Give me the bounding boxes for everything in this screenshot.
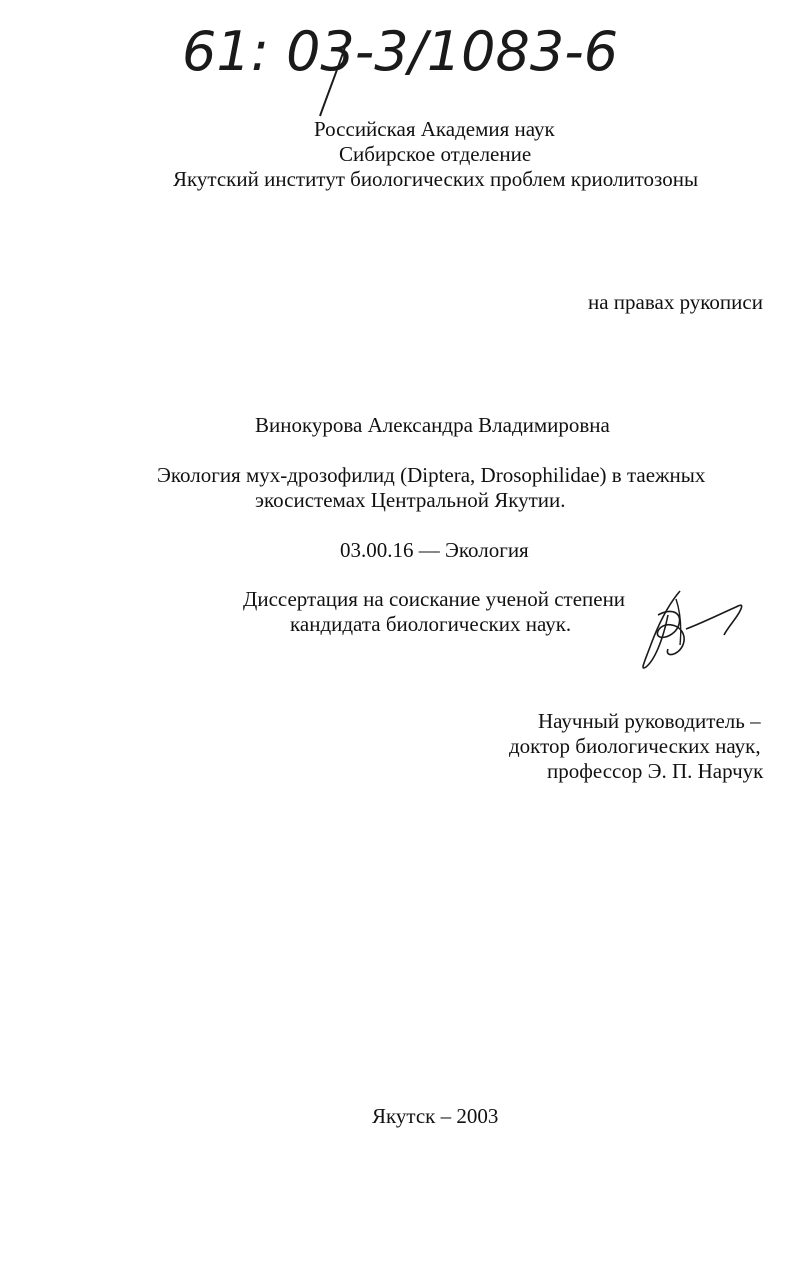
supervisor-name: профессор Э. П. Нарчук <box>547 759 764 783</box>
thesis-title-line1: Экология мух-дрозофилид (Diptera, Drosophilidae) в таежных <box>157 463 706 487</box>
manuscript-rights-note: на правах рукописи <box>588 290 763 314</box>
academy-name: Российская Академия наук <box>314 117 555 141</box>
signature <box>628 585 753 675</box>
supervisor-title: Научный руководитель – <box>538 709 761 733</box>
supervisor-degree: доктор биологических наук, <box>509 734 761 758</box>
institute-name: Якутский институт биологических проблем криолитозоны <box>173 167 699 191</box>
city-year: Якутск – 2003 <box>372 1104 499 1128</box>
branch-name: Сибирское отделение <box>339 142 532 166</box>
degree-line1: Диссертация на соискание ученой степени <box>243 587 626 611</box>
degree-line2: кандидата биологических наук. <box>290 612 572 636</box>
specialty-code: 03.00.16 — Экология <box>340 538 529 562</box>
thesis-title-line2: экосистемах Центральной Якутии. <box>255 488 566 512</box>
author-name: Винокурова Александра Владимировна <box>255 413 610 437</box>
handwritten-catalog-text: 61: 03-3/1083-6 <box>182 20 619 83</box>
handwritten-catalog-number <box>180 8 619 120</box>
